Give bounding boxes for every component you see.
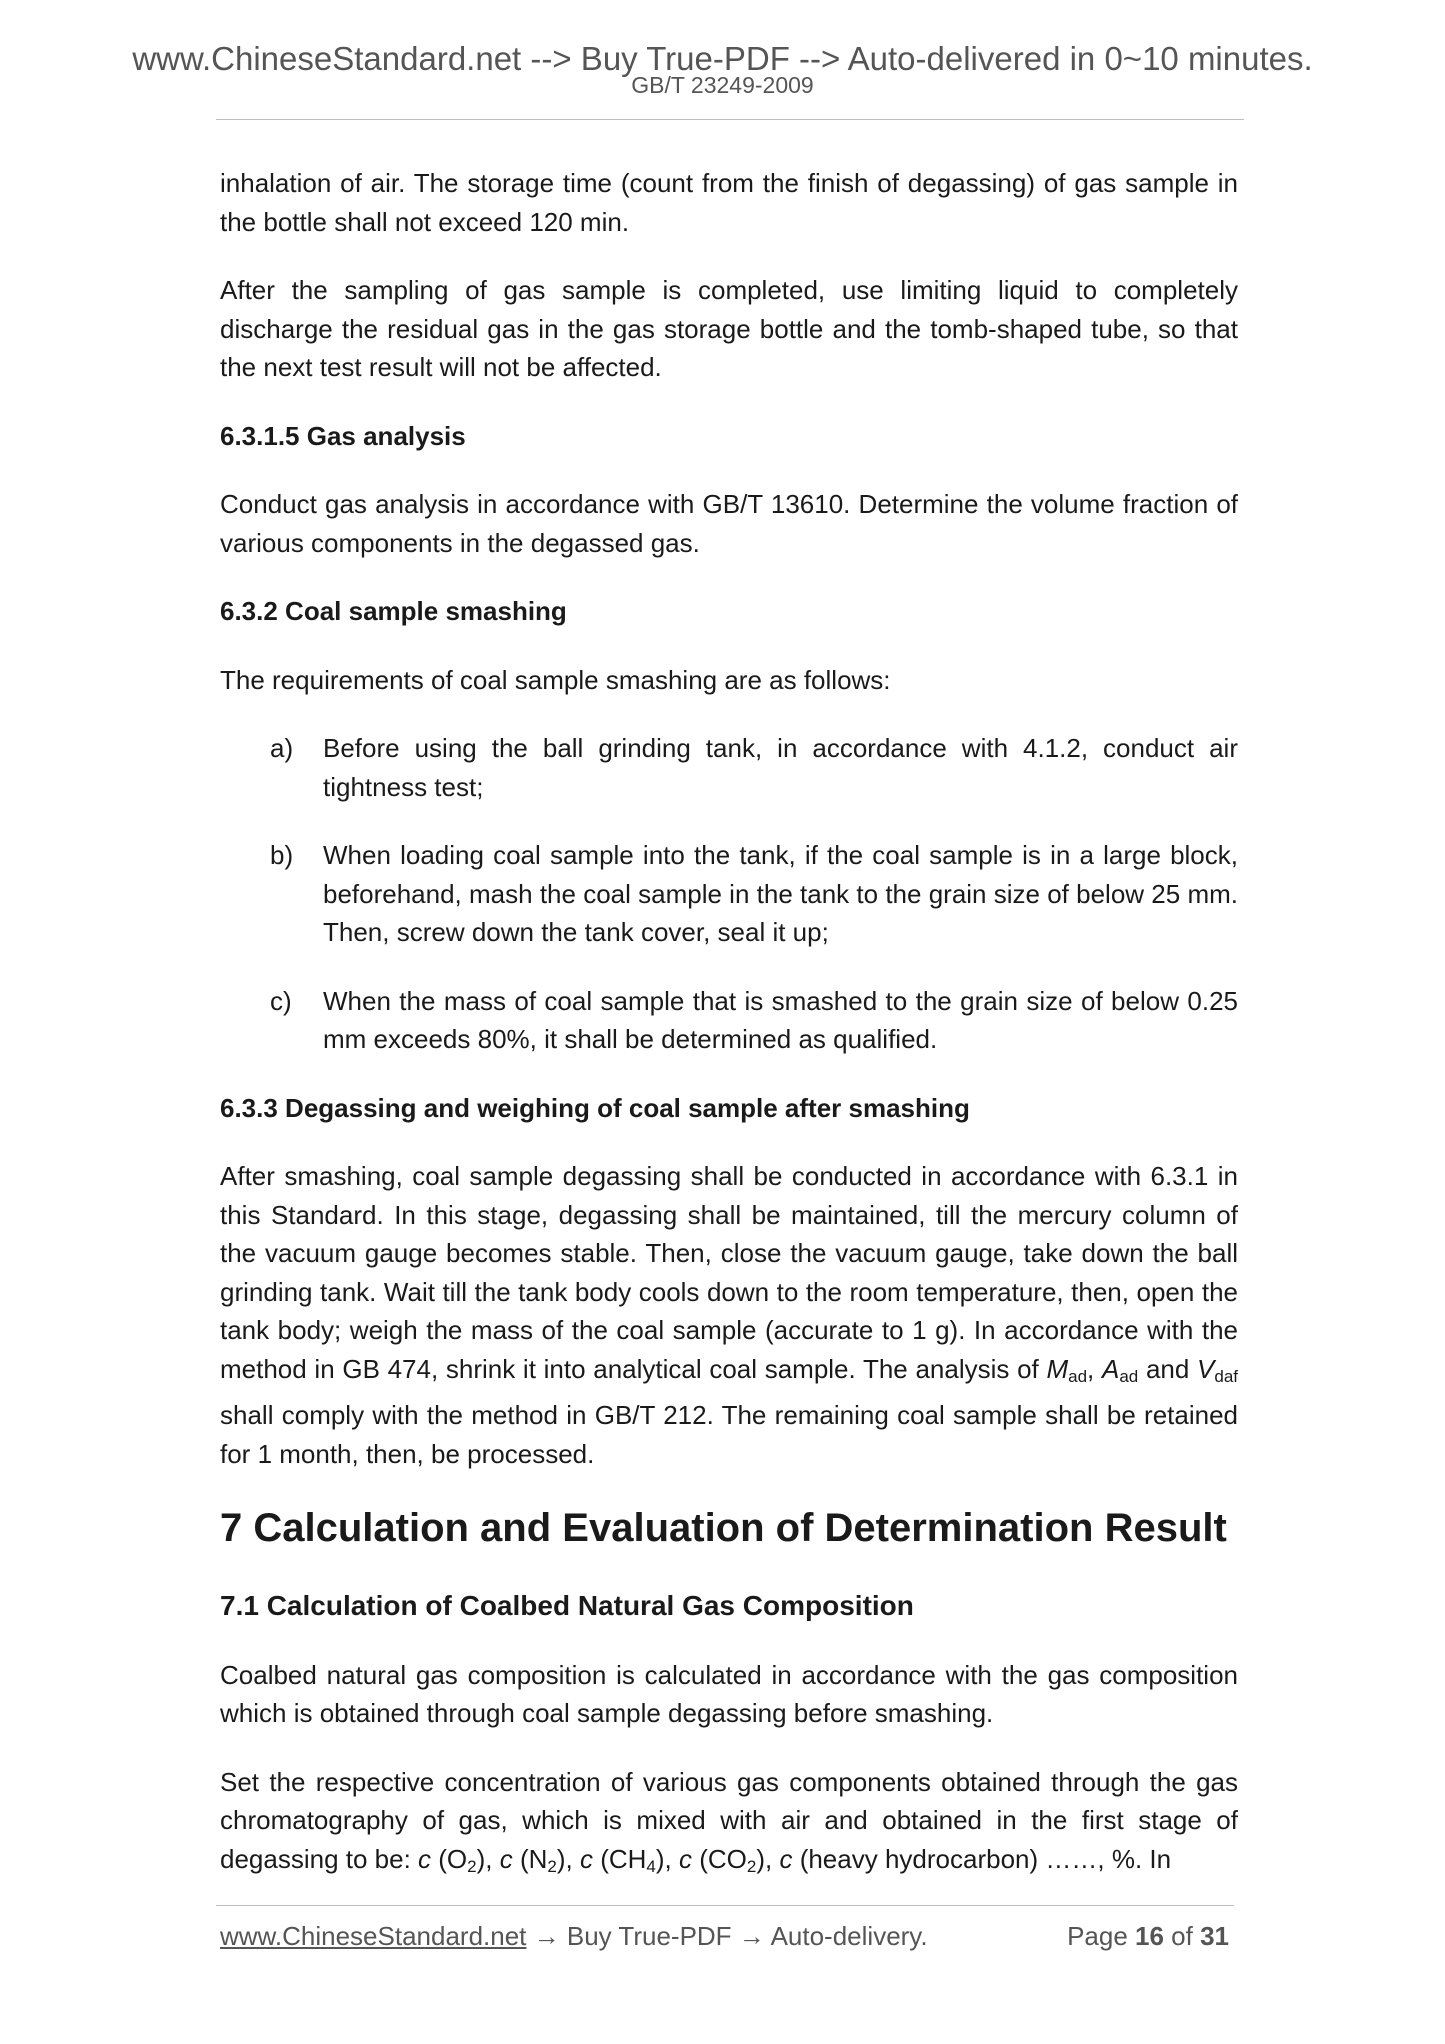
paragraph-degassing-weighing [220, 1157, 1238, 1473]
symbol-c: c [418, 1843, 432, 1874]
list-text-c: When the mass of coal sample that is smashed to the grain size of below 0.25 mm exceeds 80%, it shall be determined as qualified. [323, 985, 1238, 1054]
of-label: of [1163, 1921, 1201, 1951]
list-text-b: When loading coal sample into the tank, if the coal sample is in a large block, beforehand, mash the coal sample in the tank to the grain size of below 25 mm. Then, screw down the tank cover, seal it up; [323, 840, 1238, 947]
text-o2: (O [431, 1843, 468, 1874]
symbol-m: M [1046, 1353, 1069, 1384]
paragraph-residual-gas: After the sampling of gas sample is completed, use limiting liquid to completely discharge the residual gas in the gas storage bottle and the tomb-shaped tube, so that the next test result will not be affected. [220, 275, 1238, 382]
document-id: GB/T 23249-2009 [631, 72, 814, 98]
subscript-2: 2 [746, 1856, 757, 1876]
list-text-a: Before using the ball grinding tank, in accordance with 4.1.2, conduct air tightness test; [323, 733, 1238, 802]
paragraph-storage-time: inhalation of air. The storage time (count from the finish of degassing) of gas sample in the bottle shall not exceed 120 min. [220, 168, 1238, 237]
list-marker-b: b) [270, 840, 294, 870]
page-label: Page [1067, 1921, 1136, 1951]
heading-6-3-1-5: 6.3.1.5 Gas analysis [220, 420, 466, 451]
text-degassing-part2: shall comply with the method in GB/T 212. The remaining coal sample shall be retained for 1 month, then, be processed. [220, 1400, 1238, 1469]
subscript-ad: ad [1119, 1366, 1139, 1386]
heading-7-1: 7.1 Calculation of Coalbed Natural Gas Composition [220, 1590, 914, 1621]
text-comma: , [1087, 1353, 1095, 1384]
list-item-c [220, 982, 1238, 1059]
page-content [220, 164, 1238, 1916]
top-banner[interactable]: www.ChineseStandard.net --> Buy True-PDF --> Auto-delivered in 0~10 minutes. [132, 40, 1313, 77]
paragraph-composition: Coalbed natural gas composition is calculated in accordance with the gas composition which is obtained through coal sample degassing before smashing. [220, 1659, 1238, 1728]
symbol-c: c [579, 1843, 593, 1874]
header-divider [216, 119, 1244, 120]
text-and: and [1138, 1353, 1198, 1384]
text-close: ), [756, 1843, 780, 1874]
text-degassing-part1: After smashing, coal sample degassing shall be conducted in accordance with 6.3.1 in this Standard. In this stage, degassing shall be maintained, till the mercury column of the vacuum gauge becomes stable. Then, close the vacuum gauge, take down the ball grinding tank. Wait till the tank body cools down to the room temperature, then, open the tank body; weigh the mass of the coal sample (accurate to 1 g). In accordance with the method in GB 474, shrink it into analytical coal sample. The analysis of [220, 1161, 1238, 1384]
text-concentration-part2: (heavy hydrocarbon) ……, %. In [792, 1843, 1172, 1874]
heading-6-3-2: 6.3.2 Coal sample smashing [220, 596, 567, 626]
text-co2: (CO [692, 1843, 747, 1874]
subscript-daf: daf [1214, 1366, 1238, 1386]
current-page: 16 [1135, 1921, 1164, 1951]
heading-7: 7 Calculation and Evaluation of Determination Result [220, 1506, 1227, 1550]
heading-6-3-3: 6.3.3 Degassing and weighing of coal sample after smashing [220, 1092, 970, 1123]
text-concentration-part1: Set the respective concentration of various gas components obtained through the gas chromatography of gas, which is mixed with air and obtained in the first stage of degassing to be: [220, 1766, 1238, 1874]
subscript-4: 4 [646, 1856, 656, 1876]
list-item-a [220, 729, 1238, 806]
text-ch4: (CH [592, 1843, 647, 1874]
list-item-b [220, 836, 1238, 952]
text-close: ), [655, 1843, 679, 1874]
symbol-c: c [779, 1843, 793, 1874]
list-marker-a: a) [270, 733, 294, 763]
symbol-c: c [499, 1843, 513, 1874]
symbol-v: V [1197, 1353, 1215, 1384]
subscript-2: 2 [467, 1856, 477, 1876]
paragraph-gas-analysis: Conduct gas analysis in accordance with GB/T 13610. Determine the volume fraction of various components in the degassed gas. [220, 489, 1238, 558]
symbol-c: c [679, 1843, 692, 1874]
text-close: ), [556, 1843, 580, 1874]
subscript-2: 2 [547, 1856, 557, 1876]
paragraph-concentration [220, 1763, 1238, 1887]
footer-left [220, 1921, 928, 1952]
text-close: ), [476, 1843, 500, 1874]
footer-divider [216, 1905, 1234, 1906]
symbol-a: A [1101, 1353, 1120, 1384]
list-marker-c: c) [270, 985, 292, 1016]
text-n2: (N [512, 1843, 548, 1874]
total-pages: 31 [1200, 1921, 1229, 1951]
paragraph-requirements-intro: The requirements of coal sample smashing are as follows: [220, 664, 891, 695]
page-indicator [1067, 1921, 1229, 1952]
footer-site-link[interactable]: www.ChineseStandard.net [220, 1921, 527, 1951]
footer-tagline: → Buy True-PDF → Auto-delivery. [526, 1921, 928, 1951]
subscript-ad: ad [1068, 1366, 1088, 1386]
